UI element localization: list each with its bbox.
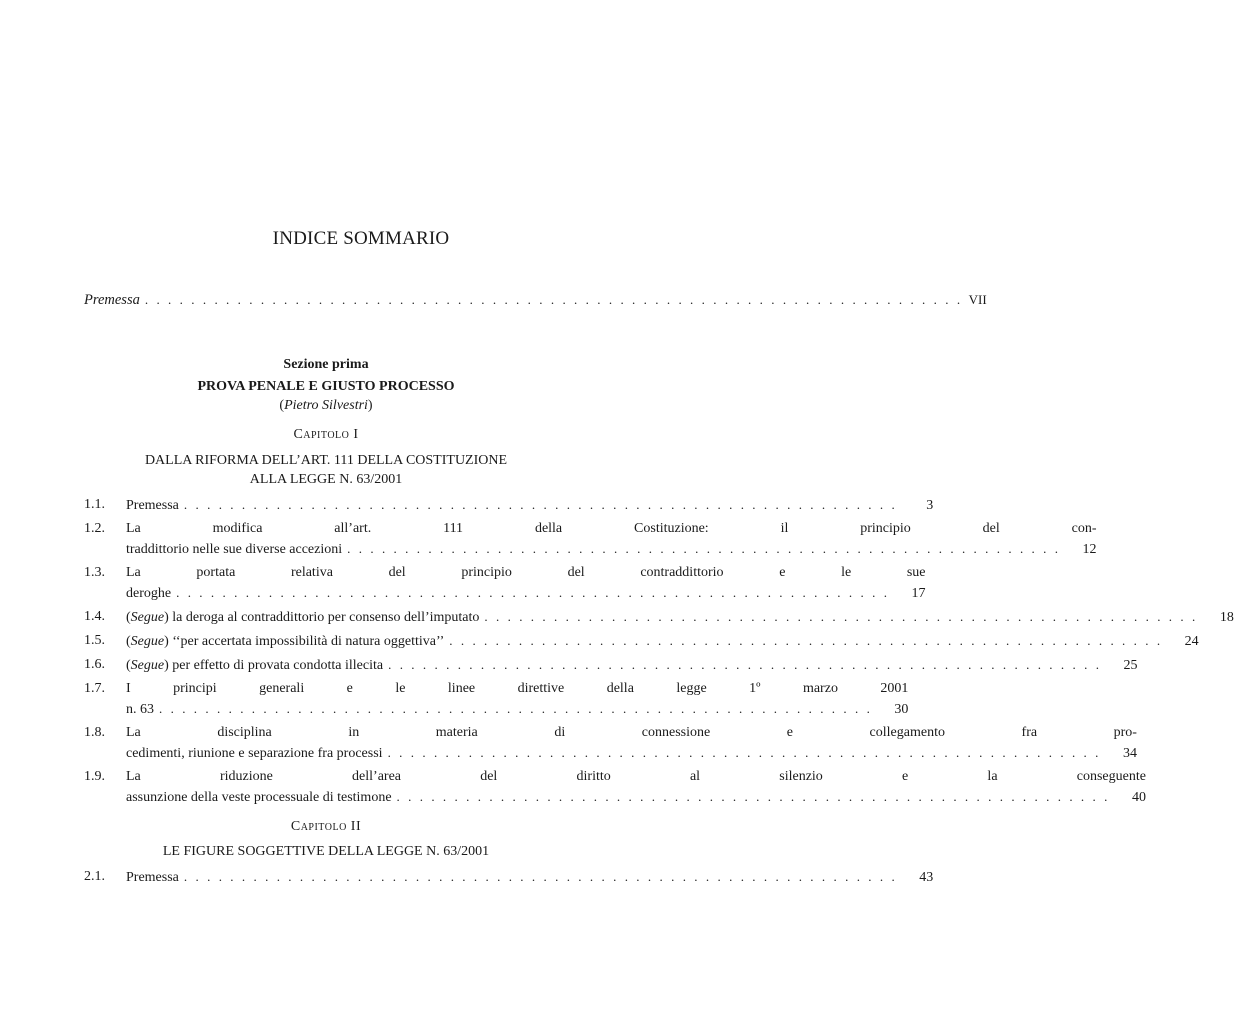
chapter-word: Capitolo — [293, 427, 350, 442]
entry-page-number: 3 — [926, 498, 934, 513]
segue-label: Segue — [130, 610, 165, 625]
entry-last-line — [126, 539, 1097, 560]
toc-entry — [84, 631, 1199, 652]
entry-title-line: La riduzione dell’area del diritto al silenzio e la conseguente — [126, 769, 1146, 784]
entry-last-line — [126, 631, 1199, 652]
leader-dots: . . . . . . . . . . . . . . . . . . . . . . . . . . . . . . . . . . . . . . . . . . . . . . . . . . . . . . . . . . . . . . . . . . . . . . . — [144, 292, 963, 307]
entry-last-line — [126, 867, 933, 888]
entry-page-number: 24 — [1184, 634, 1199, 649]
entry-number: 1.2. — [84, 521, 105, 536]
toc-entry — [84, 655, 1138, 676]
entry-number: 2.1. — [84, 869, 105, 884]
entry-page-number: 25 — [1123, 658, 1138, 673]
entry-body — [126, 495, 933, 516]
page-title: INDICE SOMMARIO — [272, 228, 450, 249]
entry-body — [126, 867, 933, 888]
entry-title-text: (Segue) ‘‘per accertata impossibilità di natura oggettiva’’ — [126, 634, 445, 649]
entry-title-line: I principi generali e le linee direttive della legge 1º marzo 2001 — [126, 681, 909, 696]
entry-last-line — [126, 607, 1234, 628]
entry-last-line — [126, 743, 1137, 764]
entry-number: 1.6. — [84, 657, 105, 672]
entry-body — [126, 679, 908, 720]
entry-title-text: Premessa — [126, 870, 179, 885]
entry-number: 1.9. — [84, 769, 105, 784]
entry-page-number: 43 — [919, 870, 934, 885]
segue-label: Segue — [130, 634, 165, 649]
entry-number: 1.8. — [84, 725, 105, 740]
section-subtitle: PROVA PENALE E GIUSTO PROCESSO — [197, 379, 455, 394]
leader-dots: . . . . . . . . . . . . . . . . . . . . . . . . . . . . . . . . . . . . . . . . . . . . . . . . . . . . . . . . . . . . . . — [183, 497, 898, 512]
toc-entry — [84, 563, 926, 604]
entry-page-number: 34 — [1122, 746, 1137, 761]
entry-body — [126, 767, 1146, 808]
chapter-numeral: II — [350, 819, 362, 834]
entry-body — [126, 519, 1097, 560]
author-paren-close: ) — [367, 398, 373, 413]
chapter-word: Capitolo — [290, 819, 347, 834]
toc-entry — [84, 519, 1097, 560]
leader-dots: . . . . . . . . . . . . . . . . . . . . . . . . . . . . . . . . . . . . . . . . . . . . . . . . . . . . . . . . . . . . . . — [347, 541, 1061, 556]
entry-title-text: Premessa — [126, 498, 179, 513]
entry-number: 1.4. — [84, 609, 105, 624]
entry-body — [126, 563, 926, 604]
entry-title-line: La disciplina in materia di connessione e collegamento fra pro- — [126, 725, 1137, 740]
entry-number: 1.5. — [84, 633, 105, 648]
toc-entry — [84, 767, 1146, 808]
entry-page-number: 18 — [1219, 610, 1234, 625]
entry-last-line — [126, 583, 926, 604]
entry-page-number: 17 — [911, 586, 926, 601]
entry-body — [126, 607, 1234, 628]
toc-entry — [84, 723, 1137, 764]
entry-number: 1.1. — [84, 497, 105, 512]
entry-title-line: La portata relativa del principio del contraddittorio e le sue — [126, 565, 926, 580]
chapter-numeral: I — [353, 427, 359, 442]
entry-page-number: 40 — [1131, 790, 1146, 805]
leader-dots: . . . . . . . . . . . . . . . . . . . . . . . . . . . . . . . . . . . . . . . . . . . . . . . . . . . . . . . . . . . . . . — [396, 789, 1110, 804]
entry-last-line — [126, 655, 1138, 676]
leader-dots: . . . . . . . . . . . . . . . . . . . . . . . . . . . . . . . . . . . . . . . . . . . . . . . . . . . . . . . . . . . . . . — [388, 657, 1102, 672]
segue-label: Segue — [130, 658, 165, 673]
section-title: Sezione prima — [283, 357, 369, 372]
entry-body — [126, 655, 1138, 676]
toc-entry — [84, 679, 909, 720]
premessa-label: Premessa — [84, 292, 140, 308]
toc-entry — [84, 867, 934, 888]
toc-entry — [84, 495, 934, 516]
entry-last-line — [126, 495, 933, 516]
chapter-1-label — [0, 427, 652, 443]
entry-title-text: n. 63 — [126, 702, 154, 717]
premessa-entry — [84, 292, 987, 312]
entry-body — [126, 631, 1199, 652]
chapter-1-toc — [84, 495, 1234, 811]
chapter-2-title: LE FIGURE SOGGETTIVE DELLA LEGGE N. 63/2001 — [162, 844, 490, 859]
entry-last-line — [126, 699, 908, 720]
chapter-2-toc — [84, 867, 934, 891]
chapter-1-title-line2: ALLA LEGGE N. 63/2001 — [249, 472, 403, 487]
entry-page-number: 30 — [894, 702, 909, 717]
leader-dots: . . . . . . . . . . . . . . . . . . . . . . . . . . . . . . . . . . . . . . . . . . . . . . . . . . . . . . . . . . . . . . — [387, 745, 1101, 760]
leader-dots: . . . . . . . . . . . . . . . . . . . . . . . . . . . . . . . . . . . . . . . . . . . . . . . . . . . . . . . . . . . . . . — [484, 609, 1198, 624]
entry-page-number: 12 — [1082, 542, 1097, 557]
entry-title-rest: ) ‘‘per accertata impossibilità di natura oggettiva’’ — [164, 634, 445, 649]
entry-title-text: (Segue) per effetto di provata condotta illecita — [126, 658, 384, 673]
author-name: Pietro Silvestri — [284, 398, 368, 413]
entry-title-text: (Segue) la deroga al contraddittorio per consenso dell’imputato — [126, 610, 480, 625]
chapter-2-label — [0, 819, 652, 835]
entry-title-line: La modifica all’art. 111 della Costituzione: il principio del con- — [126, 521, 1097, 536]
section-author — [0, 398, 652, 414]
entry-body — [126, 723, 1137, 764]
leader-dots: . . . . . . . . . . . . . . . . . . . . . . . . . . . . . . . . . . . . . . . . . . . . . . . . . . . . . . . . . . . . . . — [183, 869, 898, 884]
entry-title-text: deroghe — [126, 586, 172, 601]
entry-title-rest: ) per effetto di provata condotta illecita — [164, 658, 384, 673]
author-paren-open: ( — [279, 398, 285, 413]
entry-number: 1.7. — [84, 681, 105, 696]
premessa-page: VII — [968, 292, 987, 307]
entry-last-line — [126, 787, 1146, 808]
chapter-1-title-line1: DALLA RIFORMA DELL’ART. 111 DELLA COSTITUZIONE — [144, 453, 508, 468]
entry-title-text: cedimenti, riunione e separazione fra processi — [126, 746, 383, 761]
entry-title-rest: ) la deroga al contraddittorio per consenso dell’imputato — [164, 610, 480, 625]
leader-dots: . . . . . . . . . . . . . . . . . . . . . . . . . . . . . . . . . . . . . . . . . . . . . . . . . . . . . . . . . . . . . . — [449, 633, 1163, 648]
entry-title-text: traddittorio nelle sue diverse accezioni — [126, 542, 343, 557]
leader-dots: . . . . . . . . . . . . . . . . . . . . . . . . . . . . . . . . . . . . . . . . . . . . . . . . . . . . . . . . . . . . . . — [159, 701, 873, 716]
entry-title-text: assunzione della veste processuale di testimone — [126, 790, 392, 805]
toc-entry — [84, 607, 1234, 628]
entry-number: 1.3. — [84, 565, 105, 580]
leader-dots: . . . . . . . . . . . . . . . . . . . . . . . . . . . . . . . . . . . . . . . . . . . . . . . . . . . . . . . . . . . . . . — [176, 585, 890, 600]
